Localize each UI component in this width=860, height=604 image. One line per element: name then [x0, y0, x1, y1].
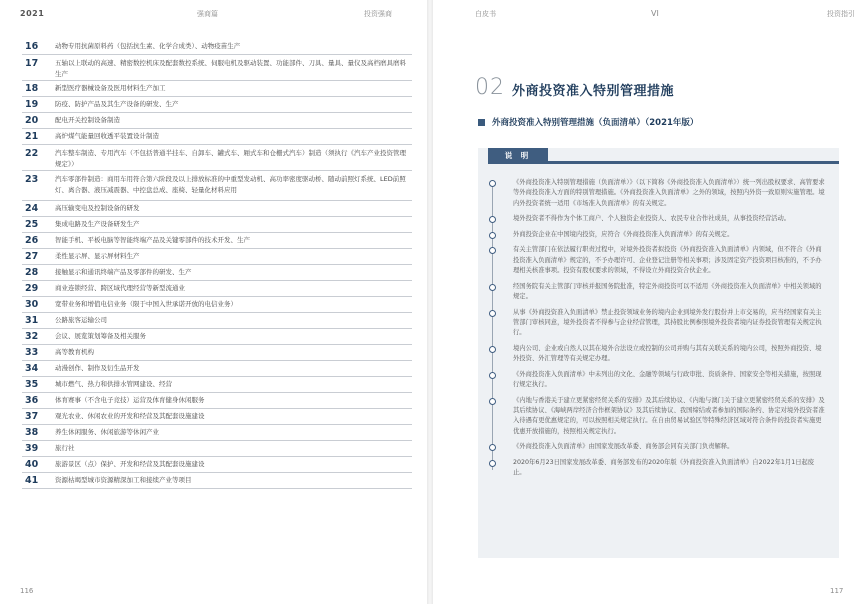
note-item	[489, 344, 825, 365]
row-text: 体育赛事（不含电子竞技）运营及体育健身休闲服务	[55, 396, 205, 404]
row-number: 30	[25, 299, 39, 310]
row-number: 34	[25, 363, 39, 374]
table-row	[22, 409, 412, 425]
row-text: 高炉煤气能量回收透平装置设计制造	[55, 132, 159, 140]
note-item	[489, 282, 825, 303]
subsection-heading	[478, 116, 698, 128]
section-number: 02	[475, 75, 505, 100]
table-row	[22, 313, 412, 329]
table-row	[22, 441, 412, 457]
row-number: 28	[25, 267, 39, 278]
row-text: 智能手机、平板电脑等智能终端产品及关键零部件的技术开发、生产	[55, 236, 250, 244]
circle-bullet-icon	[489, 372, 496, 379]
circle-bullet-icon	[489, 310, 496, 317]
note-item	[489, 370, 825, 391]
note-item	[489, 458, 825, 479]
row-number: 35	[25, 379, 39, 390]
circle-bullet-icon	[489, 247, 496, 254]
row-text: 高压输变电及控制设备的研发	[55, 204, 140, 212]
row-number: 16	[25, 41, 39, 52]
row-text: 汽车零部件制造：商用车用符合第六阶段及以上排放标准的中重型发动机、高功率密度驱动桥、随动前照灯系统、LED前照灯、离合器、液压减震器、中控盘总成、座椅、轻量化材料应用	[55, 175, 406, 194]
row-text: 旅游景区（点）保护、开发和经营及其配套设施建设	[55, 460, 205, 468]
table-row	[22, 97, 412, 113]
note-item	[489, 442, 825, 452]
row-number: 25	[25, 219, 39, 230]
note-text: 经国务院有关主管部门审核并报国务院批准，特定外商投资可以不适用《外商投资准入负面清单》中相关领域的规定。	[513, 282, 822, 301]
row-text: 动物专用抗菌原料药（包括抗生素、化学合成类）、动物疫苗生产	[55, 42, 241, 50]
row-number: 24	[25, 203, 39, 214]
table-row	[22, 55, 412, 81]
table-row	[22, 113, 412, 129]
row-number: 17	[25, 58, 39, 69]
note-item	[489, 178, 825, 209]
row-text: 城市燃气、热力和供排水管网建设、经营	[55, 380, 172, 388]
table-row	[22, 345, 412, 361]
header-book: 白皮书	[475, 10, 496, 18]
note-text: 境外投资者不得作为个体工商户、个人独资企业投资人、农民专业合作社成员，从事投资经营活动。	[513, 215, 791, 223]
notes-box	[478, 148, 839, 558]
square-bullet-icon	[478, 119, 485, 126]
row-text: 五轴以上联动的高速、精密数控机床及配套数控系统、伺服电机及驱动装置、功能部件、刀具、量具、量仪及高档磨具磨料生产	[55, 59, 406, 78]
table-row	[22, 281, 412, 297]
notes-list	[489, 178, 825, 484]
circle-bullet-icon	[489, 460, 496, 467]
table-row	[22, 361, 412, 377]
circle-bullet-icon	[489, 232, 496, 239]
circle-bullet-icon	[489, 180, 496, 187]
row-text: 动漫创作、制作及衍生品开发	[55, 364, 140, 372]
row-number: 22	[25, 148, 39, 159]
row-text: 柔性显示屏、显示屏材料生产	[55, 252, 140, 260]
row-text: 养生休闲服务、休闲旅游等休闲产业	[55, 428, 159, 436]
table-row	[22, 145, 412, 171]
row-text: 观光农业、休闲农业的开发和经营及其配套设施建设	[55, 412, 205, 420]
row-number: 20	[25, 115, 39, 126]
note-text: 外商投资企业在中国境内投资，应符合《外商投资准入负面清单》的有关规定。	[513, 230, 734, 238]
table-row	[22, 39, 412, 55]
row-text: 资源枯竭型城市资源精深加工和接续产业等项目	[55, 476, 192, 484]
row-number: 23	[25, 174, 39, 185]
note-item	[489, 214, 825, 224]
row-number: 19	[25, 99, 39, 110]
row-number: 40	[25, 459, 39, 470]
row-text: 旅行社	[55, 444, 75, 452]
note-text: 从事《外商投资准入负面清单》禁止投资领域业务的境内企业到境外发行股份并上市交易的，应当经国家有关主管部门审核同意，境外投资者不得参与企业经营管理，其持股比例参照境外投资者境内证券投资管理有关规定执行。	[513, 308, 822, 337]
table-row	[22, 393, 412, 409]
table-row	[22, 473, 412, 489]
row-number: 27	[25, 251, 39, 262]
row-number: 38	[25, 427, 39, 438]
note-item	[489, 396, 825, 438]
row-text: 公路旅客运输公司	[55, 316, 107, 324]
table-row	[22, 249, 412, 265]
row-text: 防疫、防护产品及其生产设备的研发、生产	[55, 100, 179, 108]
note-text: 《外商投资准入负面清单》中未列出的文化、金融等领域与行政审批、资质条件、国家安全等相关措施，按照现行规定执行。	[513, 370, 822, 389]
table-row	[22, 81, 412, 97]
circle-bullet-icon	[489, 284, 496, 291]
row-number: 18	[25, 83, 39, 94]
table-row	[22, 129, 412, 145]
note-item	[489, 308, 825, 339]
note-item	[489, 230, 825, 240]
note-text: 《外商投资准入负面清单》由国家发展改革委、商务部会同有关部门负责解释。	[513, 443, 734, 451]
table-row	[22, 329, 412, 345]
header-part: VI	[651, 9, 659, 18]
table-row	[22, 457, 412, 473]
row-text: 接触显示和通讯终端产品及零部件的研发、生产	[55, 268, 192, 276]
note-item	[489, 245, 825, 276]
header-year: 2021	[20, 9, 45, 18]
row-number: 41	[25, 475, 39, 486]
row-number: 36	[25, 395, 39, 406]
left-page	[0, 0, 427, 604]
table-row	[22, 201, 412, 217]
header-chapter: 强商篇	[197, 10, 218, 18]
note-text: 境内公司、企业或自然人以其在境外合法设立或控制的公司并购与其有关联关系的境内公司，按照外商投资、境外投资、外汇管理等有关规定办理。	[513, 344, 822, 363]
table-row	[22, 171, 412, 201]
row-text: 会议、展览策划筹备及相关服务	[55, 332, 146, 340]
table-row	[22, 377, 412, 393]
circle-bullet-icon	[489, 346, 496, 353]
circle-bullet-icon	[489, 444, 496, 451]
row-number: 21	[25, 131, 39, 142]
row-text: 集成电路及生产设备研发生产	[55, 220, 140, 228]
subsection-title: 外商投资准入特别管理措施（负面清单）（2021年版）	[492, 118, 699, 128]
circle-bullet-icon	[489, 398, 496, 405]
row-text: 配电开关控制设备制造	[55, 116, 120, 124]
note-text: 2020年6月23日国家发展改革委、商务部发布的2020年版《外商投资准入负面清单》自2022年1月1日起废止。	[513, 458, 815, 477]
table-row	[22, 265, 412, 281]
row-number: 31	[25, 315, 39, 326]
row-text: 宽带业务和增值电信业务（限于中国入世承诺开放的电信业务）	[55, 300, 237, 308]
table-row	[22, 297, 412, 313]
circle-bullet-icon	[489, 216, 496, 223]
row-number: 37	[25, 411, 39, 422]
row-text: 商业连锁经营、跨区域代理经营等新型流通业	[55, 284, 185, 292]
row-text: 汽车整车制造、专用汽车（不包括普通半挂车、自卸车、罐式车、厢式车和仓栅式汽车）制造（须执行《汽车产业投资管理规定》）	[55, 149, 406, 168]
table-row	[22, 217, 412, 233]
industry-table	[22, 39, 412, 489]
row-number: 26	[25, 235, 39, 246]
page-number-left: 116	[20, 587, 34, 595]
page-number-right: 117	[830, 587, 844, 595]
row-number: 33	[25, 347, 39, 358]
section-title: 外商投资准入特别管理措施	[512, 84, 675, 99]
row-number: 32	[25, 331, 39, 342]
row-text: 高等教育机构	[55, 348, 94, 356]
table-row	[22, 233, 412, 249]
row-text: 新型医疗器械设备及医用材料生产加工	[55, 84, 166, 92]
note-text: 有关主管部门在依法履行职责过程中，对境外投资者拟投资《外商投资准入负面清单》内领域，但不符合《外商投资准入负面清单》规定的，不予办理许可、企业登记注册等相关事项；涉及固定资产投资项目核准的，不予办理相关核准事项。投资有股权要求的领域，不得设立外商投资合伙企业。	[513, 246, 822, 275]
note-text: 《内地与香港关于建立更紧密经贸关系的安排》及其后续协议、《内地与澳门关于建立更紧密经贸关系的安排》及其后续协议、《海峡两岸经济合作框架协议》及其后续协议、我国缔结或者参加的国际条约、协定对境外投资者准入待遇有更优惠规定的，可以按照相关规定执行。在自由贸易试验区等特殊经济区域对符合条件的投资者实施更优惠开放措施的，按照相关规定执行。	[513, 396, 825, 435]
table-row	[22, 425, 412, 441]
row-number: 29	[25, 283, 39, 294]
notes-header-bar	[548, 161, 839, 164]
row-number: 39	[25, 443, 39, 454]
header-guide: 投资指引	[827, 10, 855, 18]
header-section: 投资强商	[364, 10, 392, 18]
note-text: 《外商投资准入特别管理措施（负面清单）》（以下简称《外商投资准入负面清单》）统一列出股权要求、高管要求等外商投资准入方面的特别管理措施。《外商投资准入负面清单》之外的领域，按照内外资一致原则实施管理。境内外投资者统一适用《市场准入负面清单》的有关规定。	[513, 179, 825, 207]
notes-label: 说 明	[488, 148, 548, 164]
